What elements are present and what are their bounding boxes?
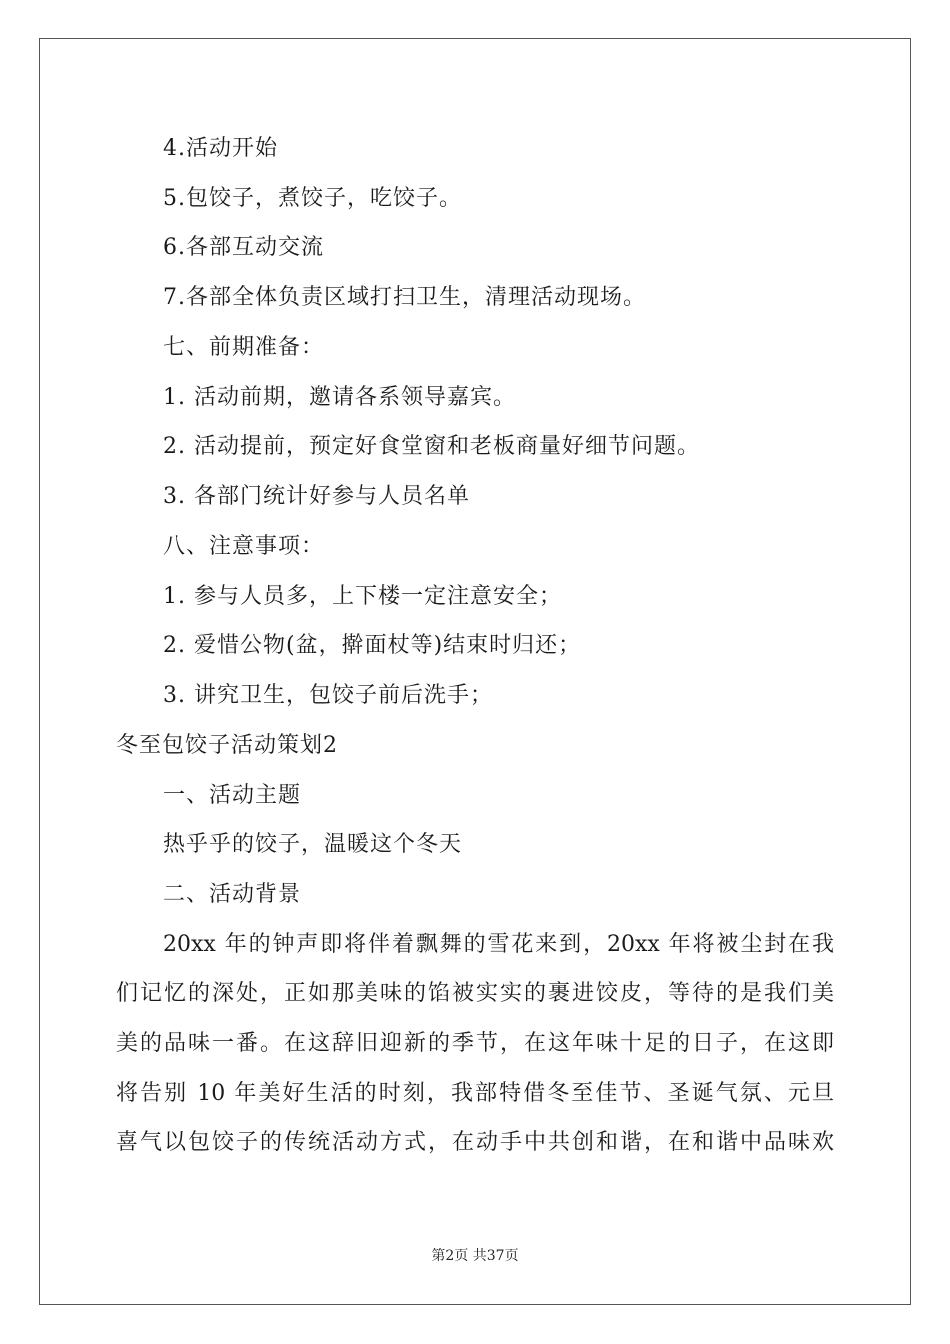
paragraph-line: 20xx 年的钟声即将伴着飘舞的雪花来到，20xx 年将被尘封在我 bbox=[163, 932, 834, 957]
section-heading: 七、前期准备： bbox=[163, 335, 325, 360]
page-frame bbox=[39, 38, 911, 1305]
paragraph-line: 美的品味一番。在这辞旧迎新的季节，在这年味十足的日子，在这即 bbox=[116, 1031, 834, 1056]
section-heading: 二、活动背景 bbox=[163, 882, 302, 907]
list-item: 2. 活动提前，预定好食堂窗和老板商量好细节问题。 bbox=[163, 434, 700, 459]
list-item: 1. 活动前期，邀请各系领导嘉宾。 bbox=[163, 385, 516, 410]
paragraph-line: 热乎乎的饺子，温暖这个冬天 bbox=[163, 832, 463, 857]
list-item: 6.各部互动交流 bbox=[163, 235, 324, 260]
paragraph-line: 将告别 10 年美好生活的时刻，我部特借冬至佳节、圣诞气氛、元旦 bbox=[116, 1081, 834, 1106]
list-item: 3. 讲究卫生，包饺子前后洗手； bbox=[163, 683, 493, 708]
paragraph-line: 喜气以包饺子的传统活动方式，在动手中共创和谐，在和谐中品味欢 bbox=[116, 1130, 834, 1155]
section-heading: 八、注意事项： bbox=[163, 534, 325, 559]
list-item: 7.各部全体负责区域打扫卫生，清理活动现场。 bbox=[163, 285, 646, 310]
list-item: 5.包饺子，煮饺子，吃饺子。 bbox=[163, 186, 462, 211]
list-item: 2. 爱惜公物(盆，擀面杖等)结束时归还； bbox=[163, 633, 582, 658]
document-title: 冬至包饺子活动策划2 bbox=[116, 733, 338, 758]
list-item: 4.活动开始 bbox=[163, 136, 278, 161]
paragraph-line: 们记忆的深处，正如那美味的馅被实实的裹进饺皮，等待的是我们美 bbox=[116, 981, 834, 1006]
list-item: 1. 参与人员多，上下楼一定注意安全； bbox=[163, 584, 562, 609]
section-heading: 一、活动主题 bbox=[163, 783, 302, 808]
list-item: 3. 各部门统计好参与人员名单 bbox=[163, 484, 470, 509]
page-footer: 第2页 共37页 bbox=[431, 1248, 519, 1264]
